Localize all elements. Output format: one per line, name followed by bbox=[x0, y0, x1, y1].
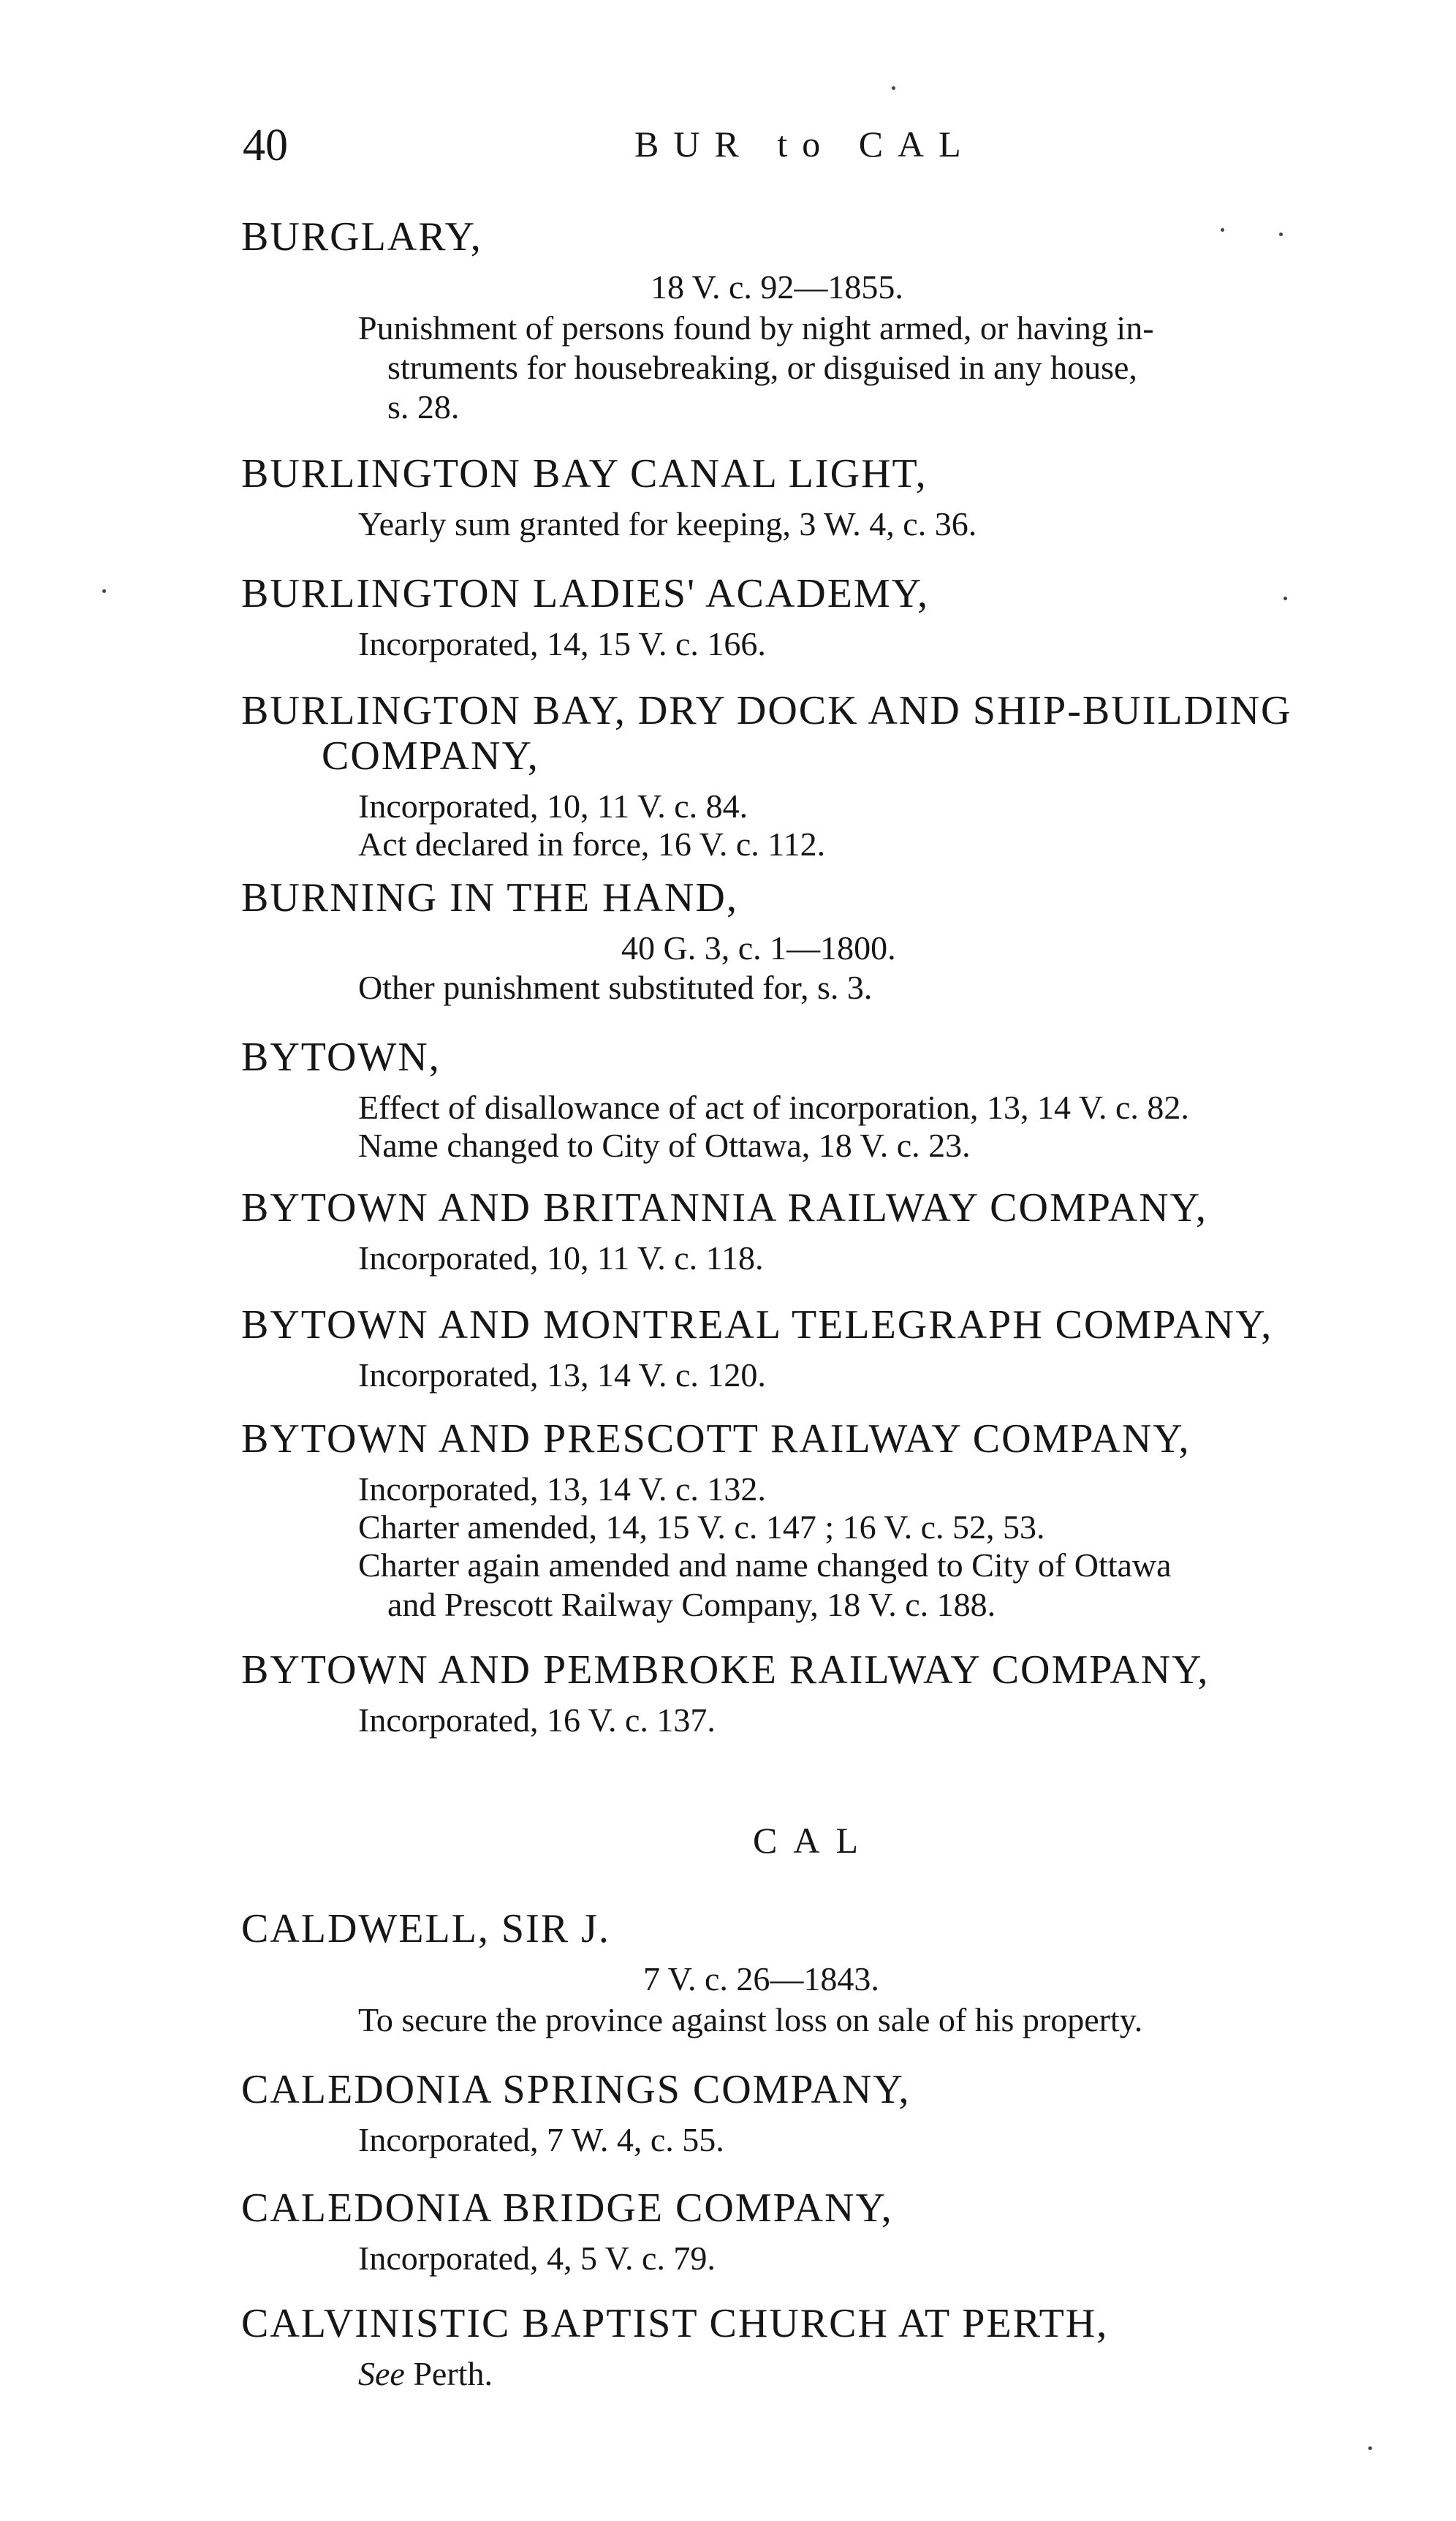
index-entry bbox=[241, 1908, 1396, 2037]
entry-line: Incorporated, 14, 15 V. c. 166. bbox=[358, 625, 766, 662]
section-heading: CAL bbox=[753, 1820, 874, 1861]
index-entry bbox=[241, 1649, 1396, 1737]
entry-heading: BURGLARY, bbox=[241, 214, 482, 260]
print-speck bbox=[892, 86, 895, 90]
entry-line: Charter amended, 14, 15 V. c. 147 ; 16 V. c. 52, 53. bbox=[358, 1508, 1045, 1546]
index-entry bbox=[241, 216, 1396, 424]
entry-heading: CALVINISTIC BAPTIST CHURCH AT PERTH, bbox=[241, 2301, 1109, 2346]
entry-heading: BYTOWN, bbox=[241, 1035, 441, 1080]
cross-reference bbox=[358, 2357, 1396, 2391]
index-entry bbox=[241, 1304, 1396, 1392]
index-entry bbox=[241, 2303, 1396, 2391]
entry-line: Incorporated, 7 W. 4, c. 55. bbox=[358, 2121, 724, 2158]
print-speck bbox=[102, 589, 106, 593]
index-entry bbox=[241, 453, 1396, 541]
index-entry bbox=[241, 690, 1396, 861]
entry-line: Incorporated, 10, 11 V. c. 118. bbox=[358, 1239, 764, 1277]
entry-heading: BYTOWN AND PRESCOTT RAILWAY COMPANY, bbox=[241, 1416, 1191, 1462]
entry-line: Incorporated, 13, 14 V. c. 132. bbox=[358, 1470, 766, 1508]
entry-line: Incorporated, 13, 14 V. c. 120. bbox=[358, 1356, 766, 1394]
see-target: Perth. bbox=[413, 2355, 493, 2392]
page-number: 40 bbox=[243, 121, 288, 170]
entry-heading: BURLINGTON LADIES' ACADEMY, bbox=[241, 571, 929, 616]
index-entry bbox=[241, 573, 1396, 661]
entry-line: Act declared in force, 16 V. c. 112. bbox=[358, 825, 826, 863]
entry-line-continued: struments for housebreaking, or disguised in any house, bbox=[387, 349, 1137, 386]
print-speck bbox=[1221, 228, 1224, 232]
entry-heading: BYTOWN AND BRITANNIA RAILWAY COMPANY, bbox=[241, 1185, 1207, 1231]
entry-line: To secure the province against loss on sale of his property. bbox=[358, 2001, 1143, 2038]
entry-line: Effect of disallowance of act of incorporation, 13, 14 V. c. 82. bbox=[358, 1089, 1189, 1126]
entry-heading: CALEDONIA BRIDGE COMPANY, bbox=[241, 2185, 893, 2231]
index-entry bbox=[241, 2185, 1396, 2277]
index-entry bbox=[241, 1187, 1396, 1275]
statute-reference: 40 G. 3, c. 1—1800. bbox=[621, 929, 896, 967]
index-entry bbox=[241, 1418, 1396, 1622]
entry-line-continued: s. 28. bbox=[387, 388, 460, 426]
entry-line: Name changed to City of Ottawa, 18 V. c. 23. bbox=[358, 1127, 971, 1164]
entry-line: Charter again amended and name changed to City of Ottawa bbox=[358, 1546, 1172, 1584]
index-entry bbox=[241, 877, 1396, 1005]
entry-line: Incorporated, 16 V. c. 137. bbox=[358, 1701, 716, 1739]
entry-line: Other punishment substituted for, s. 3. bbox=[358, 969, 873, 1006]
entry-line: Punishment of persons found by night armed, or having in- bbox=[358, 309, 1154, 347]
entry-line: Incorporated, 4, 5 V. c. 79. bbox=[358, 2240, 716, 2277]
entry-line-continued: and Prescott Railway Company, 18 V. c. 188. bbox=[387, 1586, 996, 1623]
entry-heading: BURLINGTON BAY CANAL LIGHT, bbox=[241, 451, 928, 496]
entry-heading: BYTOWN AND PEMBROKE RAILWAY COMPANY, bbox=[241, 1647, 1210, 1693]
entry-line: Incorporated, 10, 11 V. c. 84. bbox=[358, 787, 748, 825]
running-head: BUR to CAL bbox=[634, 124, 976, 165]
see-label: See bbox=[358, 2355, 405, 2392]
statute-reference: 18 V. c. 92—1855. bbox=[651, 268, 903, 306]
entry-line: Yearly sum granted for keeping, 3 W. 4, c. 36. bbox=[358, 505, 977, 543]
entry-heading: BYTOWN AND MONTREAL TELEGRAPH COMPANY, bbox=[241, 1302, 1273, 1348]
print-speck bbox=[1279, 233, 1283, 236]
statute-reference: 7 V. c. 26—1843. bbox=[643, 1960, 879, 1997]
index-entry bbox=[241, 1037, 1396, 1163]
entry-heading: CALEDONIA SPRINGS COMPANY, bbox=[241, 2067, 911, 2112]
print-speck bbox=[1368, 2446, 1372, 2450]
index-entry bbox=[241, 2069, 1396, 2157]
entry-heading: CALDWELL, SIR J. bbox=[241, 1906, 610, 1951]
entry-heading-continued: COMPANY, bbox=[322, 733, 539, 779]
entry-heading: BURLINGTON BAY, DRY DOCK AND SHIP-BUILDING bbox=[241, 688, 1292, 733]
entry-heading: BURNING IN THE HAND, bbox=[241, 875, 738, 921]
print-speck bbox=[1284, 597, 1287, 600]
